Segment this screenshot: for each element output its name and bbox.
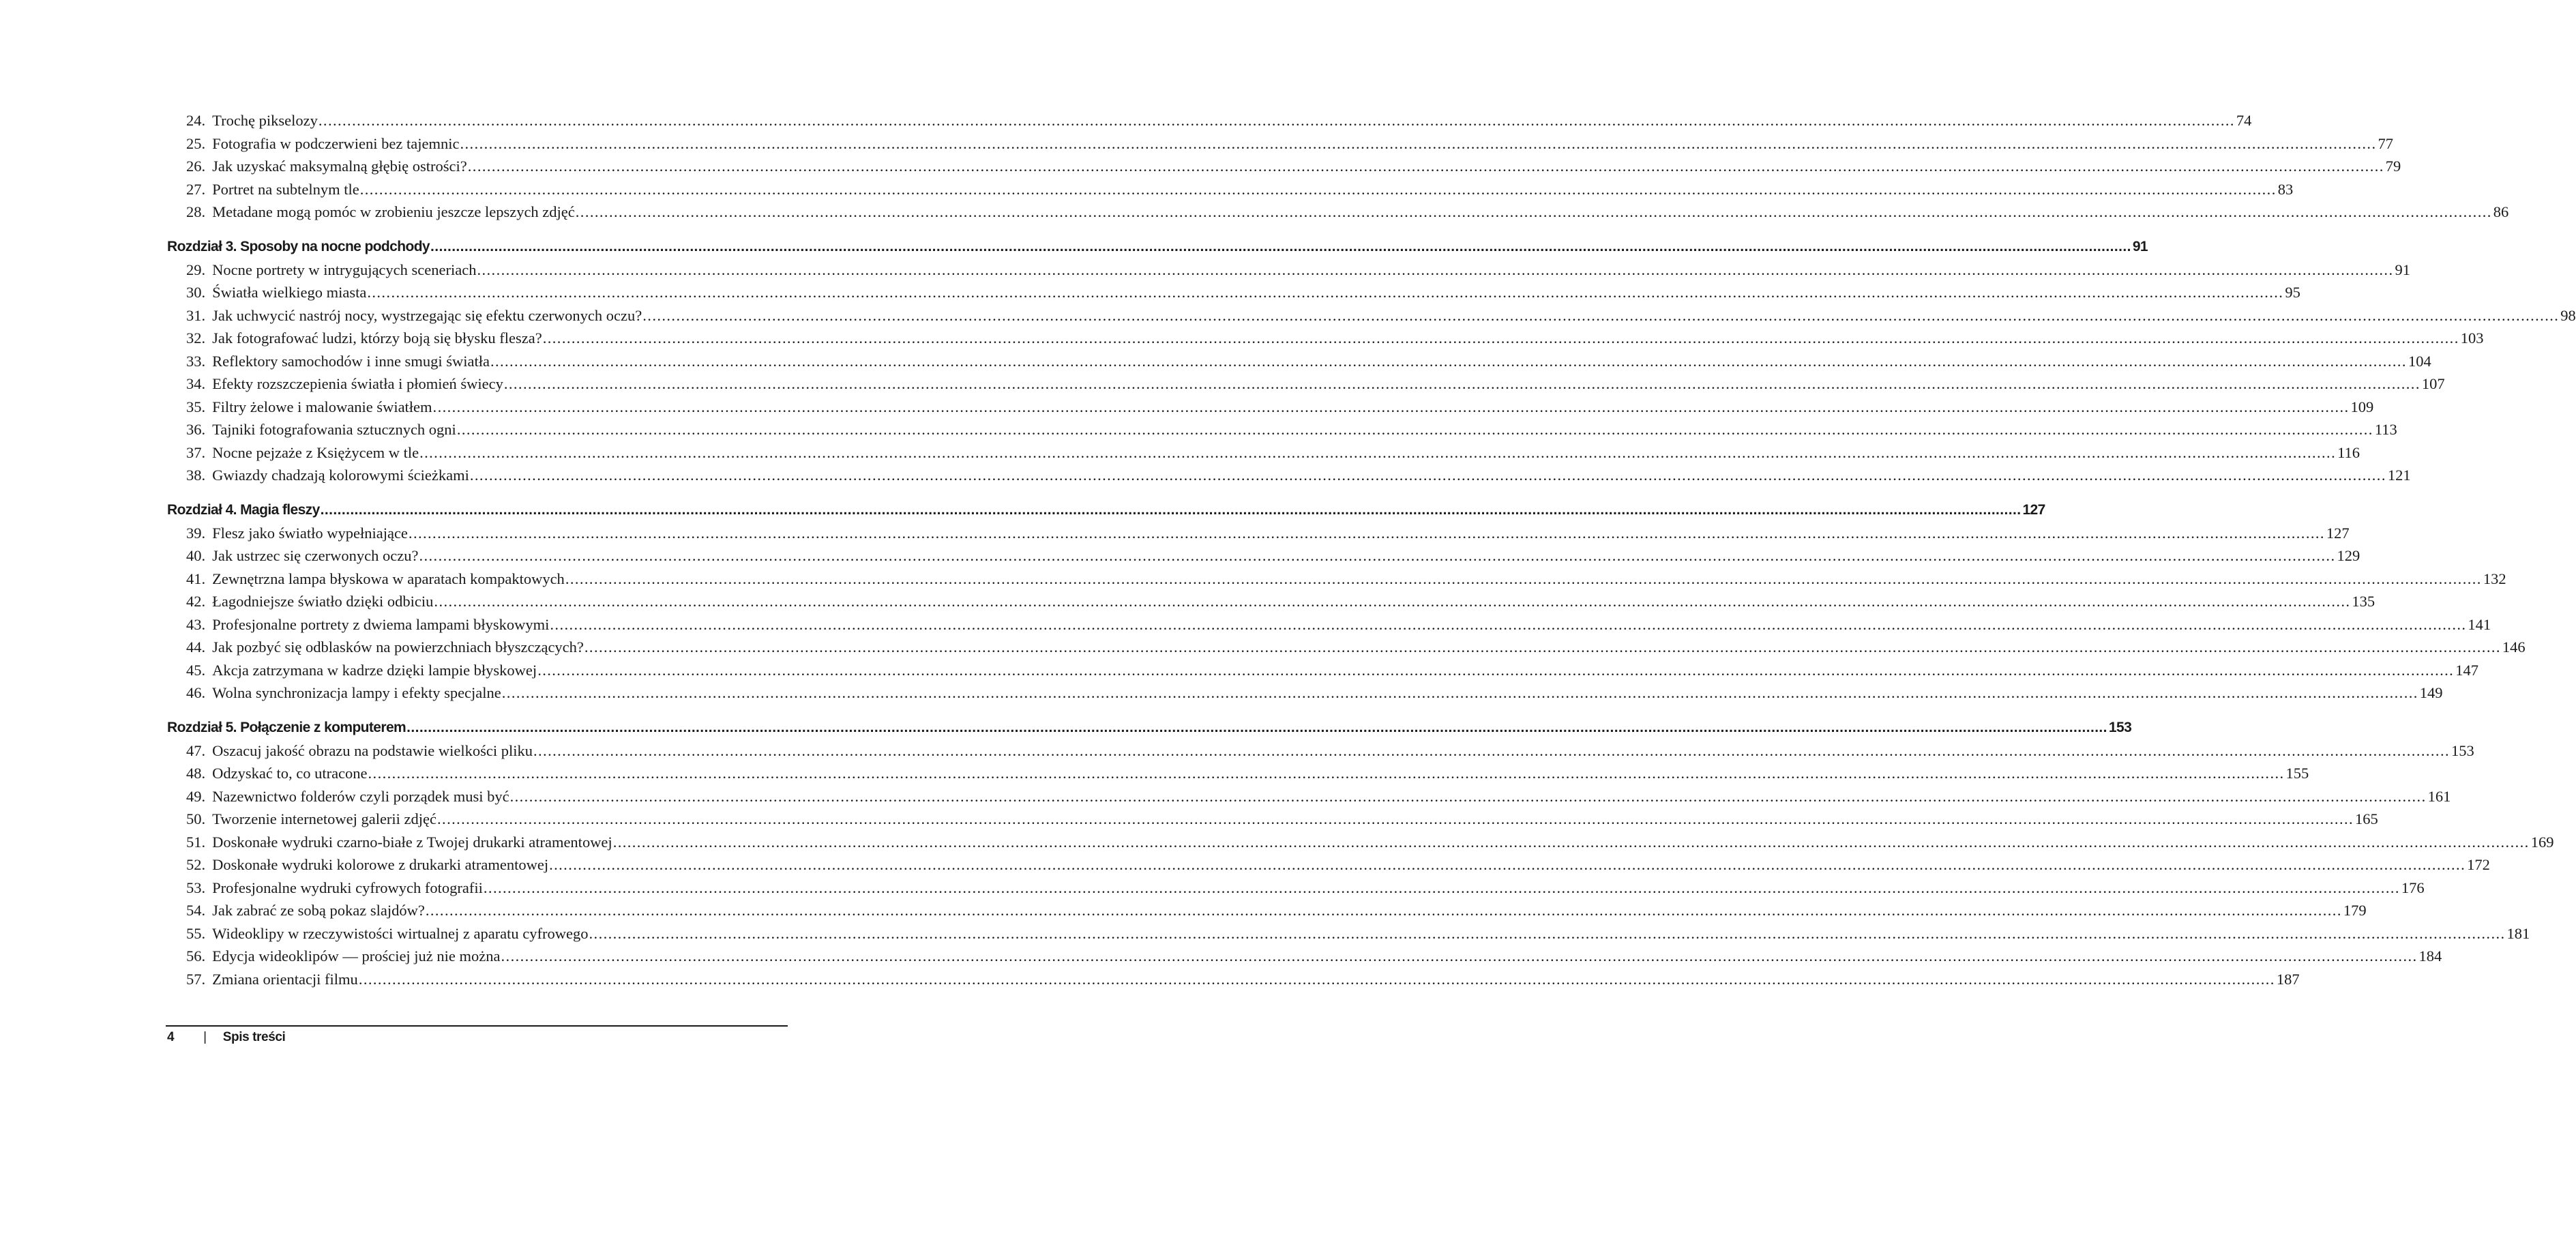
dot-leader: ................................................................................................................................................................................................................................................................................................................................................................................................................ [419,547,2336,564]
toc-entry-number: 45. [186,661,206,679]
toc-page-number: 104 [2408,352,2431,370]
toc-entry-row [167,464,2411,487]
toc-entry-row [167,281,2300,304]
toc-entry-row [167,441,2360,465]
toc-entry-title: Jak uzyskać maksymalną głębię ostrości? [212,158,467,175]
toc-entry-title: Nocne pejzaże z Księżycem w tle [212,443,419,461]
toc-chapter-row [167,499,2045,522]
toc-entry-row [167,808,2378,831]
toc-entry-title: Filtry żelowe i malowanie światłem [212,398,432,415]
dot-leader: ................................................................................................................................................................................................................................................................................................................................................................................................................ [368,765,2285,782]
toc-entry-number: 49. [186,787,206,805]
dot-leader: ................................................................................................................................................................................................................................................................................................................................................................................................................ [483,879,2400,896]
toc-entry-row [167,259,2410,282]
toc-entry-title: Flesz jako światło wypełniające [212,524,408,542]
toc-chapter-row [167,235,2148,259]
toc-entry-number: 37. [186,443,206,461]
toc-entry-title: Edycja wideoklipów — prościej już nie można [212,947,501,965]
toc-entry-title: Portret na subtelnym tle [212,180,359,198]
toc-entry-row [167,659,2478,682]
dot-leader: ................................................................................................................................................................................................................................................................................................................................................................................................................ [430,238,2131,254]
toc-entry-title: Trochę pikselozy [212,112,318,129]
toc-page-number: 165 [2355,810,2378,827]
toc-chapter-title: Rozdział 4. Magia fleszy [167,501,320,518]
toc-page-number: 153 [2108,719,2132,735]
dot-leader: ................................................................................................................................................................................................................................................................................................................................................................................................................ [490,352,2407,370]
toc-entry-number: 25. [186,134,206,152]
dot-leader: ................................................................................................................................................................................................................................................................................................................................................................................................................ [589,924,2506,942]
footer-separator: | [203,1030,207,1044]
toc-entry-number: 38. [186,467,206,484]
dot-leader: ................................................................................................................................................................................................................................................................................................................................................................................................................ [456,421,2373,438]
dot-leader: ................................................................................................................................................................................................................................................................................................................................................................................................................ [469,467,2386,484]
toc-entry-row [167,109,2252,132]
dot-leader: ................................................................................................................................................................................................................................................................................................................................................................................................................ [408,524,2325,542]
toc-page-number: 79 [2385,158,2401,175]
toc-page-number: 127 [2022,501,2045,518]
dot-leader: ................................................................................................................................................................................................................................................................................................................................................................................................................ [549,856,2466,873]
toc-entry-title: Łagodniejsze światło dzięki odbiciu [212,593,434,610]
toc-entry-number: 44. [186,638,206,656]
toc-entry-number: 28. [186,203,206,220]
dot-leader: ................................................................................................................................................................................................................................................................................................................................................................................................................ [537,661,2455,679]
dot-leader: ................................................................................................................................................................................................................................................................................................................................................................................................................ [550,615,2467,633]
toc-page-number: 149 [2419,684,2443,701]
toc-entry-row [167,396,2374,419]
dot-leader: ................................................................................................................................................................................................................................................................................................................................................................................................................ [437,810,2354,827]
toc-page-number: 91 [2132,238,2148,254]
toc-page-number: 74 [2236,112,2252,129]
dot-leader: ................................................................................................................................................................................................................................................................................................................................................................................................................ [358,970,2275,988]
dot-leader: ................................................................................................................................................................................................................................................................................................................................................................................................................ [503,375,2420,392]
toc-entry-row [167,899,2367,922]
toc-entry-number: 51. [186,833,206,851]
toc-entry-title: Jak ustrzec się czerwonych oczu? [212,547,419,564]
toc-page-number: 121 [2387,467,2411,484]
toc-entry-number: 50. [186,810,206,827]
toc-entry-title: Tworzenie internetowej galerii zdjęć [212,810,437,827]
dot-leader: ................................................................................................................................................................................................................................................................................................................................................................................................................ [467,158,2384,175]
toc-page-number: 103 [2460,329,2484,347]
toc-entry-number: 33. [186,352,206,370]
toc-entry-number: 55. [186,924,206,942]
toc-entry-number: 26. [186,158,206,175]
toc-page-number: 98 [2560,306,2576,324]
toc-page-number: 187 [2276,970,2300,988]
dot-leader: ................................................................................................................................................................................................................................................................................................................................................................................................................ [533,741,2450,759]
toc-entry-row [167,968,2300,991]
dot-leader: ................................................................................................................................................................................................................................................................................................................................................................................................................ [575,203,2492,220]
toc-entry-row [167,739,2474,763]
toc-entry-row [167,178,2294,201]
toc-entry-title: Fotografia w podczerwieni bez tajemnic [212,134,460,152]
toc-entry-title: Profesjonalne wydruki cyfrowych fotografii [212,879,483,896]
toc-entry-row [167,544,2360,568]
toc-entry-number: 57. [186,970,206,988]
footer-section-title: Spis treści [222,1030,286,1044]
toc-entry-title: Zmiana orientacji filmu [212,970,358,988]
dot-leader: ................................................................................................................................................................................................................................................................................................................................................................................................................ [320,501,2022,518]
toc-entry-title: Reflektory samochodów i inne smugi światła [212,352,490,370]
toc-entry-row [167,155,2401,178]
toc-entry-title: Metadane mogą pomóc w zrobieniu jeszcze lepszych zdjęć [212,203,575,220]
toc-entry-title: Doskonałe wydruki czarno-białe z Twojej drukarki atramentowej [212,833,612,851]
toc-entry-number: 39. [186,524,206,542]
toc-entry-row [167,372,2445,396]
toc-page-number: 172 [2467,856,2490,873]
toc-entry-number: 35. [186,398,206,415]
toc-entry-title: Gwiazdy chadzają kolorowymi ścieżkami [212,467,469,484]
toc-entry-number: 56. [186,947,206,965]
toc-entry-title: Zewnętrzna lampa błyskowa w aparatach kompaktowych [212,570,565,587]
toc-entry-row [167,853,2490,877]
toc-entry-number: 53. [186,879,206,896]
toc-entry-title: Wolna synchronizacja lampy i efekty specjalne [212,684,501,701]
toc-page-number: 153 [2451,741,2474,759]
toc-page-number: 179 [2343,902,2367,919]
toc-entry-title: Doskonałe wydruki kolorowe z drukarki atramentowej [212,856,549,873]
toc-entry-row [167,350,2431,373]
toc-entry-number: 24. [186,112,206,129]
dot-leader: ................................................................................................................................................................................................................................................................................................................................................................................................................ [584,638,2501,656]
dot-leader: ................................................................................................................................................................................................................................................................................................................................................................................................................ [460,134,2377,152]
dot-leader: ................................................................................................................................................................................................................................................................................................................................................................................................................ [406,719,2107,735]
dot-leader: ................................................................................................................................................................................................................................................................................................................................................................................................................ [612,833,2530,851]
dot-leader: ................................................................................................................................................................................................................................................................................................................................................................................................................ [542,329,2459,347]
toc-page-number: 107 [2421,375,2445,392]
toc-entry-row [167,201,2509,224]
toc-page-number: 141 [2468,615,2491,633]
footer-page-number: 4 [167,1030,175,1044]
dot-leader: ................................................................................................................................................................................................................................................................................................................................................................................................................ [501,947,2418,965]
toc-entry-row [167,327,2484,350]
toc-entry-row [167,590,2375,613]
toc-entry-number: 46. [186,684,206,701]
toc-page-number: 155 [2285,765,2309,782]
toc-entry-number: 52. [186,856,206,873]
toc-page-number: 146 [2502,638,2526,656]
toc-entry-title: Jak uchwycić nastrój nocy, wystrzegając się efektu czerwonych oczu? [212,306,642,324]
toc-entry-title: Wideoklipy w rzeczywistości wirtualnej z aparatu cyfrowego [212,924,589,942]
toc-entry-title: Odzyskać to, co utracone [212,765,368,782]
toc-entry-row [167,636,2526,659]
toc-entry-row [167,132,2393,156]
dot-leader: ................................................................................................................................................................................................................................................................................................................................................................................................................ [509,787,2427,805]
toc-entry-title: Jak pozbyć się odblasków na powierzchniach błyszczących? [212,638,584,656]
toc-entry-number: 36. [186,421,206,438]
toc-page-number: 135 [2352,593,2375,610]
dot-leader: ................................................................................................................................................................................................................................................................................................................................................................................................................ [642,306,2560,324]
toc-entry-number: 31. [186,306,206,324]
toc-entry-title: Jak zabrać ze sobą pokaz slajdów? [212,902,425,919]
toc-page-number: 91 [2395,261,2410,278]
toc-page-number: 161 [2427,787,2451,805]
toc-entry-row [167,681,2443,705]
footer-rule [166,1025,788,1027]
toc-entry-title: Profesjonalne portrety z dwiema lampami błyskowymi [212,615,550,633]
toc-page-number: 127 [2326,524,2350,542]
dot-leader: ................................................................................................................................................................................................................................................................................................................................................................................................................ [419,443,2337,461]
toc-entry-row [167,831,2554,854]
dot-leader: ................................................................................................................................................................................................................................................................................................................................................................................................................ [432,398,2350,415]
toc-page-number: 77 [2378,134,2393,152]
toc-entry-row [167,568,2506,591]
toc-page-number: 113 [2374,421,2397,438]
dot-leader: ................................................................................................................................................................................................................................................................................................................................................................................................................ [425,902,2342,919]
dot-leader: ................................................................................................................................................................................................................................................................................................................................................................................................................ [318,112,2235,129]
toc-entry-row [167,522,2350,545]
toc-entry-title: Oszacuj jakość obrazu na podstawie wielkości pliku [212,741,533,759]
toc-page-number: 181 [2506,924,2530,942]
toc-entry-title: Nocne portrety w intrygujących sceneriach [212,261,477,278]
toc-entry-number: 48. [186,765,206,782]
toc-chapter-row [167,716,2132,739]
toc-entry-number: 47. [186,741,206,759]
toc-page-number: 169 [2530,833,2554,851]
dot-leader: ................................................................................................................................................................................................................................................................................................................................................................................................................ [367,284,2284,301]
toc-entry-row [167,785,2451,808]
toc-page-number: 132 [2483,570,2506,587]
toc-page-number: 184 [2418,947,2442,965]
toc-entry-number: 29. [186,261,206,278]
toc-entry-number: 40. [186,547,206,564]
dot-leader: ................................................................................................................................................................................................................................................................................................................................................................................................................ [434,593,2351,610]
toc-page-number: 109 [2350,398,2374,415]
toc-entry-row [167,945,2442,968]
toc-entry-number: 41. [186,570,206,587]
toc-entry-title: Efekty rozszczepienia światła i płomień świecy [212,375,503,392]
toc-entry-title: Jak fotografować ludzi, którzy boją się błysku flesza? [212,329,542,347]
toc-entry-row [167,304,2576,327]
toc-entry-title: Akcja zatrzymana w kadrze dzięki lampie błyskowej [212,661,537,679]
page-footer [167,1029,285,1046]
toc-entry-number: 30. [186,284,206,301]
toc-page-number: 95 [2285,284,2300,301]
toc-entry-number: 43. [186,615,206,633]
dot-leader: ................................................................................................................................................................................................................................................................................................................................................................................................................ [359,180,2277,198]
toc-page-number: 147 [2455,661,2478,679]
dot-leader: ................................................................................................................................................................................................................................................................................................................................................................................................................ [501,684,2418,701]
toc-entry-title: Światła wielkiego miasta [212,284,367,301]
toc-page-number: 129 [2337,547,2360,564]
dot-leader: ................................................................................................................................................................................................................................................................................................................................................................................................................ [477,261,2394,278]
toc-entry-row [167,762,2309,785]
toc-entry-row [167,613,2491,636]
toc-entry-number: 27. [186,180,206,198]
toc-entry-number: 34. [186,375,206,392]
toc-entry-number: 32. [186,329,206,347]
toc-entry-number: 54. [186,902,206,919]
toc-page-number: 86 [2493,203,2509,220]
dot-leader: ................................................................................................................................................................................................................................................................................................................................................................................................................ [565,570,2482,587]
toc-page-number: 116 [2337,443,2360,461]
toc-chapter-title: Rozdział 3. Sposoby na nocne podchody [167,238,430,254]
toc-entry-title: Nazewnictwo folderów czyli porządek musi być [212,787,509,805]
toc-entry-row [167,877,2425,900]
toc-entry-number: 42. [186,593,206,610]
toc-page-number: 176 [2401,879,2425,896]
toc-entry-row [167,418,2397,441]
toc-entry-title: Tajniki fotografowania sztucznych ogni [212,421,456,438]
toc-chapter-title: Rozdział 5. Połączenie z komputerem [167,719,406,735]
table-of-contents [167,109,2576,990]
toc-page-number: 83 [2277,180,2294,198]
toc-entry-row [167,922,2530,945]
